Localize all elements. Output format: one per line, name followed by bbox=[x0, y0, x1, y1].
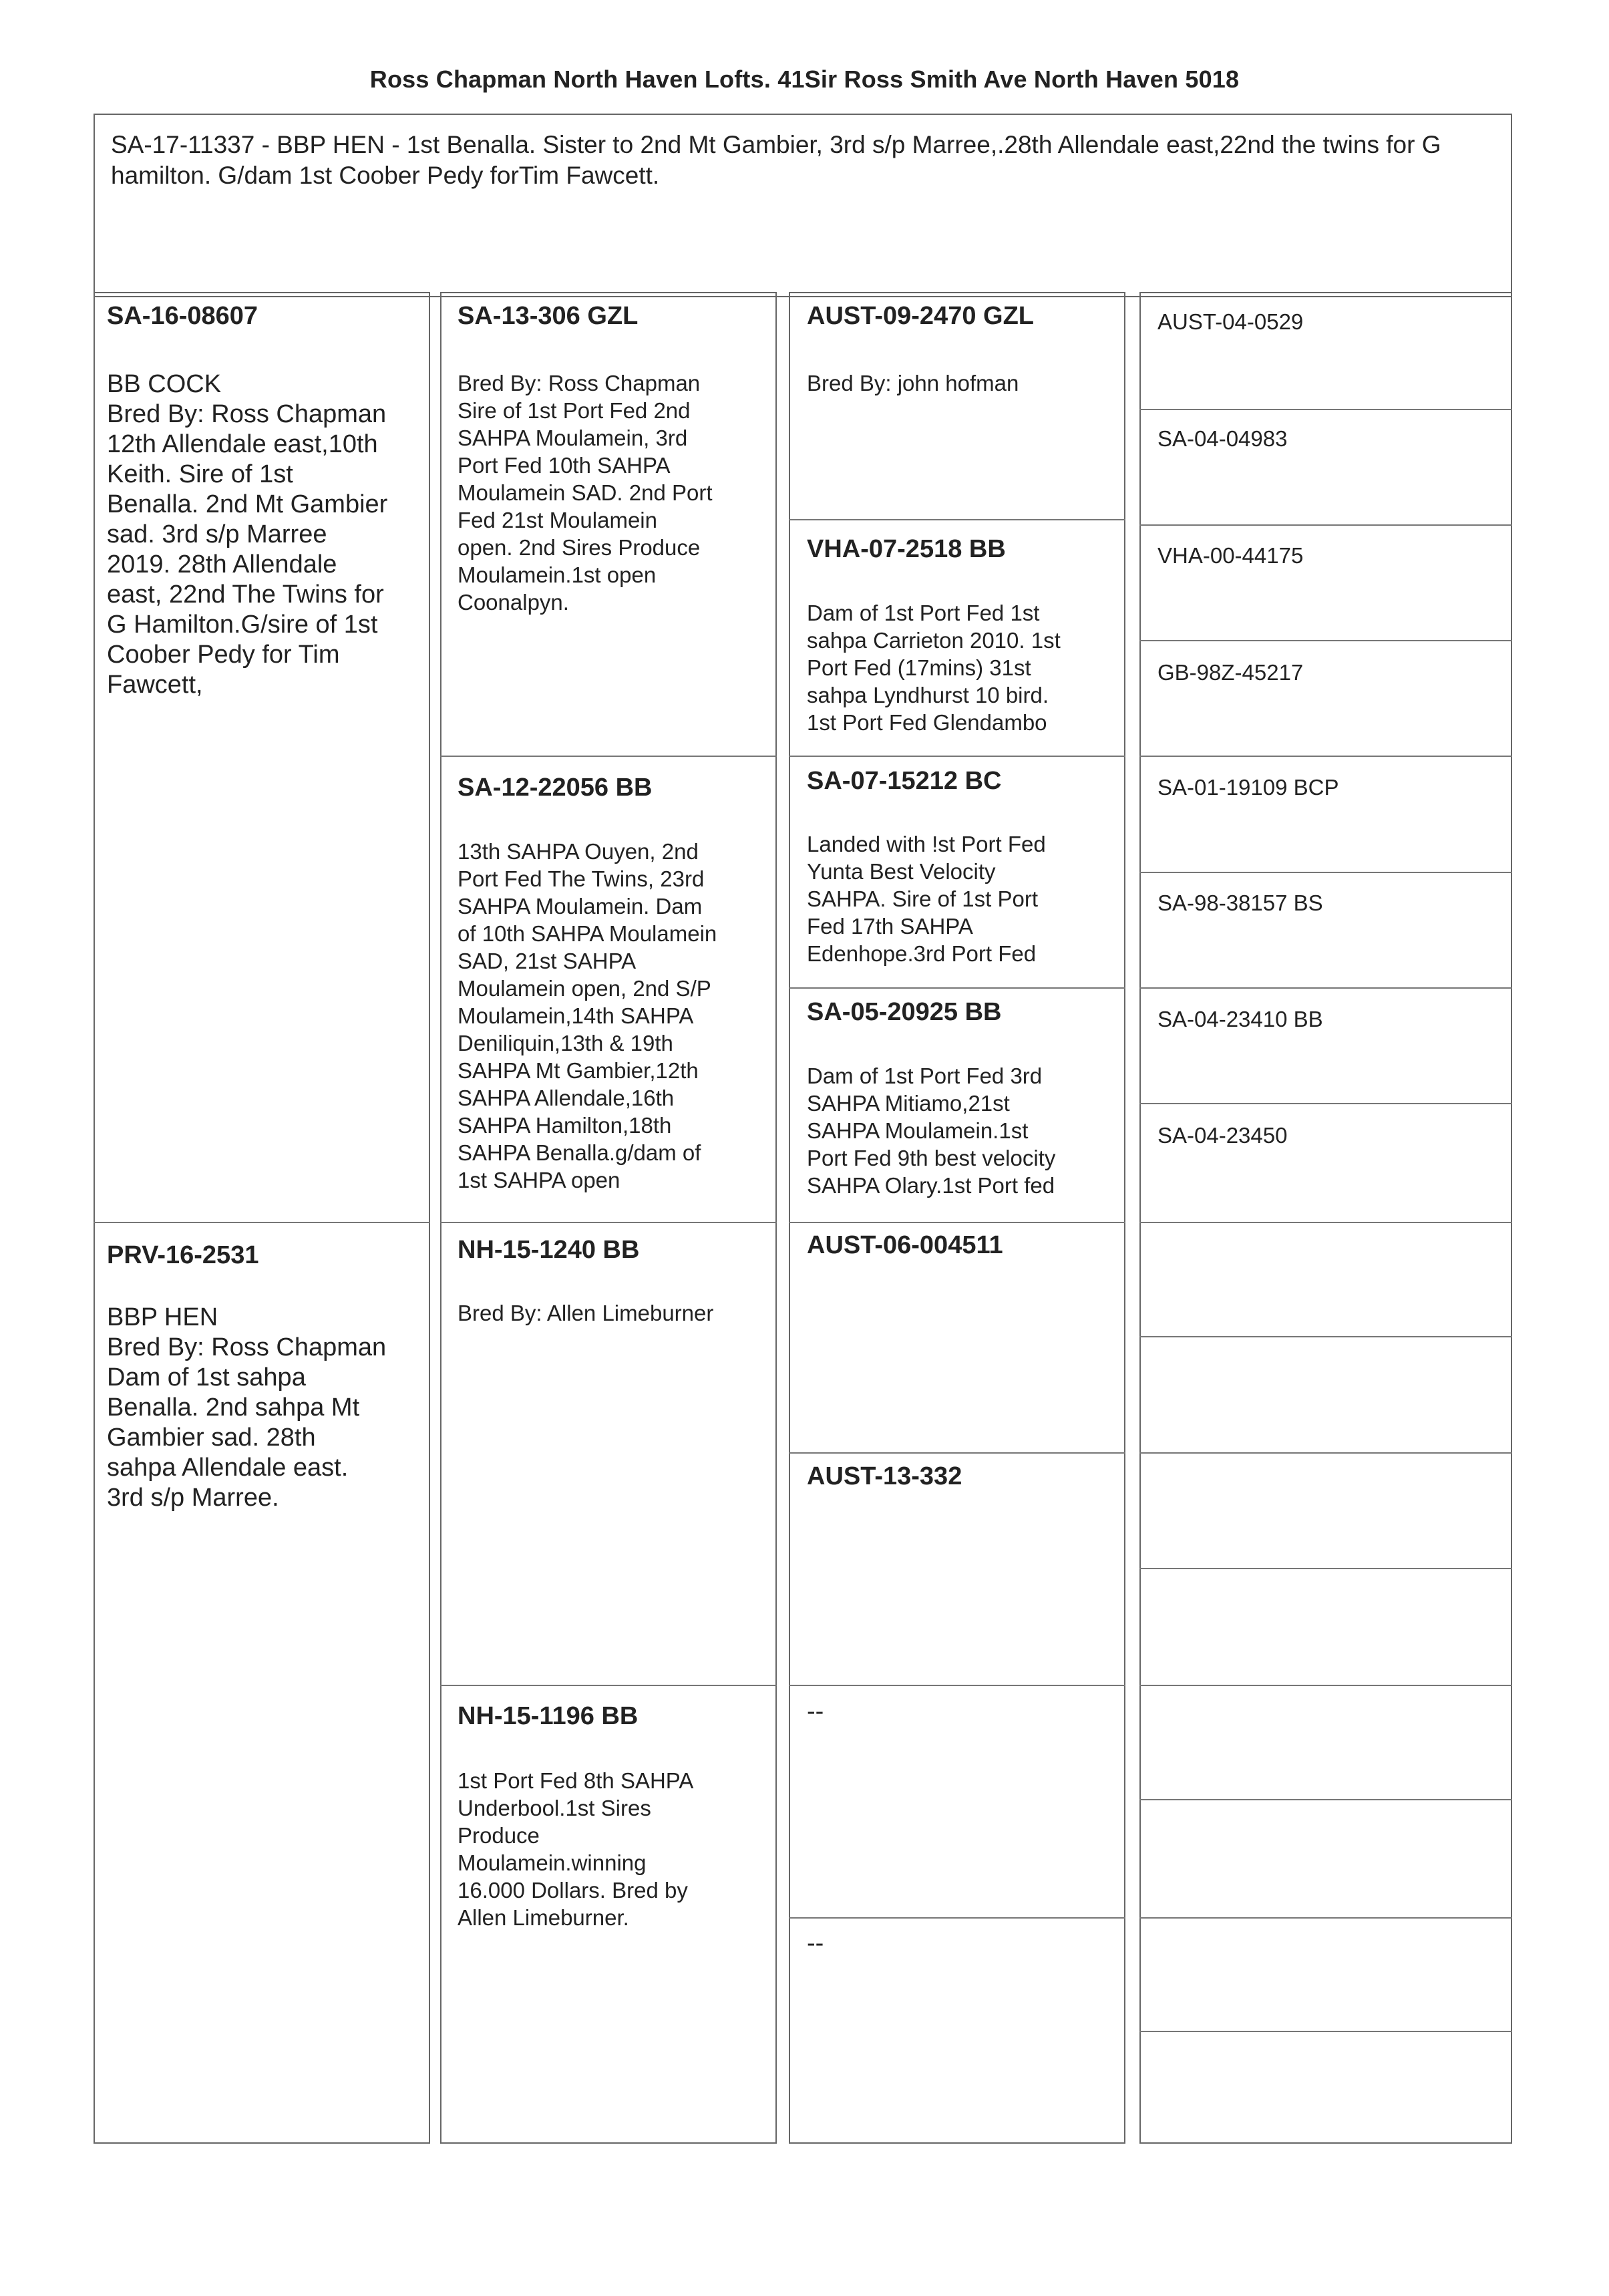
ds-ring: NH-15-1240 BB bbox=[458, 1236, 640, 1264]
col1-divider bbox=[94, 1222, 430, 1223]
dss-ring: AUST-06-004511 bbox=[807, 1231, 1003, 1259]
col4-divider-14 bbox=[1139, 1917, 1512, 1919]
col4-divider-9 bbox=[1139, 1336, 1512, 1337]
col4-divider-13 bbox=[1139, 1799, 1512, 1800]
col3-divider-2 bbox=[789, 756, 1125, 757]
sdd-ring: SA-05-20925 BB bbox=[807, 998, 1002, 1026]
gen4-ancestor-4: GB-98Z-45217 bbox=[1157, 660, 1304, 685]
col4-box bbox=[1139, 292, 1512, 2144]
dsd-ring: AUST-13-332 bbox=[807, 1462, 962, 1490]
col4-divider-6 bbox=[1139, 987, 1512, 989]
ds-note: Bred By: Allen Limeburner bbox=[458, 1301, 714, 1325]
col4-divider-2 bbox=[1139, 524, 1512, 526]
col3-divider-4 bbox=[789, 1222, 1125, 1223]
col3-divider-5 bbox=[789, 1452, 1125, 1454]
col4-divider-5 bbox=[1139, 872, 1512, 873]
col3-box bbox=[789, 292, 1125, 2144]
sire-ring: SA-16-08607 bbox=[107, 302, 258, 330]
sire-note: BB COCK Bred By: Ross Chapman 12th Allendale east,10th Keith. Sire of 1st Benalla. 2nd Mt Gambier sad. 3rd s/p Marree 2019. 28th Allendale east, 22nd The Twins for G Hamilton.G/sire of 1st Coober Pedy for Tim Fawcett, bbox=[107, 370, 388, 699]
col4-divider-11 bbox=[1139, 1568, 1512, 1569]
dds-ring: -- bbox=[807, 1697, 824, 1726]
col4-divider-12 bbox=[1139, 1685, 1512, 1686]
col4-divider-4 bbox=[1139, 756, 1512, 757]
gen4-ancestor-2: SA-04-04983 bbox=[1157, 426, 1288, 451]
sds-ring: SA-07-15212 BC bbox=[807, 767, 1002, 795]
col3-divider-7 bbox=[789, 1917, 1125, 1919]
sd-note: 13th SAHPA Ouyen, 2nd Port Fed The Twins, 23rd SAHPA Moulamein. Dam of 10th SAHPA Moulamein SAD, 21st SAHPA Moulamein open, 2nd S/P Moulamein,14th SAHPA Deniliquin,13th & 19th SAHPA Mt Gambier,12th SAHPA Allendale,16th SAHPA Hamilton,18th SAHPA Benalla.g/dam of 1st SAHPA open bbox=[458, 839, 717, 1192]
ss-ring: SA-13-306 GZL bbox=[458, 302, 639, 330]
dam-note: BBP HEN Bred By: Ross Chapman Dam of 1st sahpa Benalla. 2nd sahpa Mt Gambier sad. 28th sahpa Allendale east. 3rd s/p Marree. bbox=[107, 1303, 387, 1512]
col2-divider-1 bbox=[440, 756, 777, 757]
col4-divider-7 bbox=[1139, 1103, 1512, 1104]
dam-ring: PRV-16-2531 bbox=[107, 1241, 259, 1269]
ssd-ring: VHA-07-2518 BB bbox=[807, 535, 1006, 563]
gen4-ancestor-1: AUST-04-0529 bbox=[1157, 309, 1304, 334]
gen4-ancestor-7: SA-04-23410 BB bbox=[1157, 1007, 1323, 1031]
col4-divider-3 bbox=[1139, 640, 1512, 641]
gen4-ancestor-8: SA-04-23450 bbox=[1157, 1123, 1288, 1148]
ss-note: Bred By: Ross Chapman Sire of 1st Port Fed 2nd SAHPA Moulamein, 3rd Port Fed 10th SAHPA Moulamein SAD. 2nd Port Fed 21st Moulamein open. 2nd Sires Produce Moulamein.1st open Coonalpyn. bbox=[458, 371, 713, 615]
sss-note: Bred By: john hofman bbox=[807, 371, 1019, 395]
subject-box bbox=[94, 114, 1512, 297]
col3-divider-3 bbox=[789, 987, 1125, 989]
gen4-ancestor-5: SA-01-19109 BCP bbox=[1157, 775, 1339, 800]
sss-ring: AUST-09-2470 GZL bbox=[807, 302, 1034, 330]
col2-divider-3 bbox=[440, 1685, 777, 1686]
col4-divider-8 bbox=[1139, 1222, 1512, 1223]
dd-ring: NH-15-1196 BB bbox=[458, 1702, 639, 1730]
col4-divider-15 bbox=[1139, 2031, 1512, 2032]
col3-divider-6 bbox=[789, 1685, 1125, 1686]
col3-divider-1 bbox=[789, 519, 1125, 520]
col2-divider-2 bbox=[440, 1222, 777, 1223]
sdd-note: Dam of 1st Port Fed 3rd SAHPA Mitiamo,21st SAHPA Moulamein.1st Port Fed 9th best velocity SAHPA Olary.1st Port fed bbox=[807, 1063, 1056, 1198]
ddd-ring: -- bbox=[807, 1929, 824, 1957]
gen4-ancestor-3: VHA-00-44175 bbox=[1157, 543, 1304, 568]
ssd-note: Dam of 1st Port Fed 1st sahpa Carrieton 2010. 1st Port Fed (17mins) 31st sahpa Lyndhurst 10 bird. 1st Port Fed Glendambo bbox=[807, 601, 1061, 735]
col4-divider-10 bbox=[1139, 1452, 1512, 1454]
loft-header: Ross Chapman North Haven Lofts. 41Sir Ross Smith Ave North Haven 5018 bbox=[369, 65, 1240, 93]
gen4-ancestor-6: SA-98-38157 BS bbox=[1157, 890, 1323, 915]
sds-note: Landed with !st Port Fed Yunta Best Velocity SAHPA. Sire of 1st Port Fed 17th SAHPA Edenhope.3rd Port Fed bbox=[807, 832, 1046, 966]
dd-note: 1st Port Fed 8th SAHPA Underbool.1st Sires Produce Moulamein.winning 16.000 Dollars. Bred by Allen Limeburner. bbox=[458, 1768, 694, 1930]
sd-ring: SA-12-22056 BB bbox=[458, 774, 653, 802]
col4-divider-1 bbox=[1139, 409, 1512, 410]
subject-description: SA-17-11337 - BBP HEN - 1st Benalla. Sister to 2nd Mt Gambier, 3rd s/p Marree,.28th Allendale east,22nd the twins for G hamilton. G/dam 1st Coober Pedy forTim Fawcett. bbox=[111, 131, 1441, 189]
